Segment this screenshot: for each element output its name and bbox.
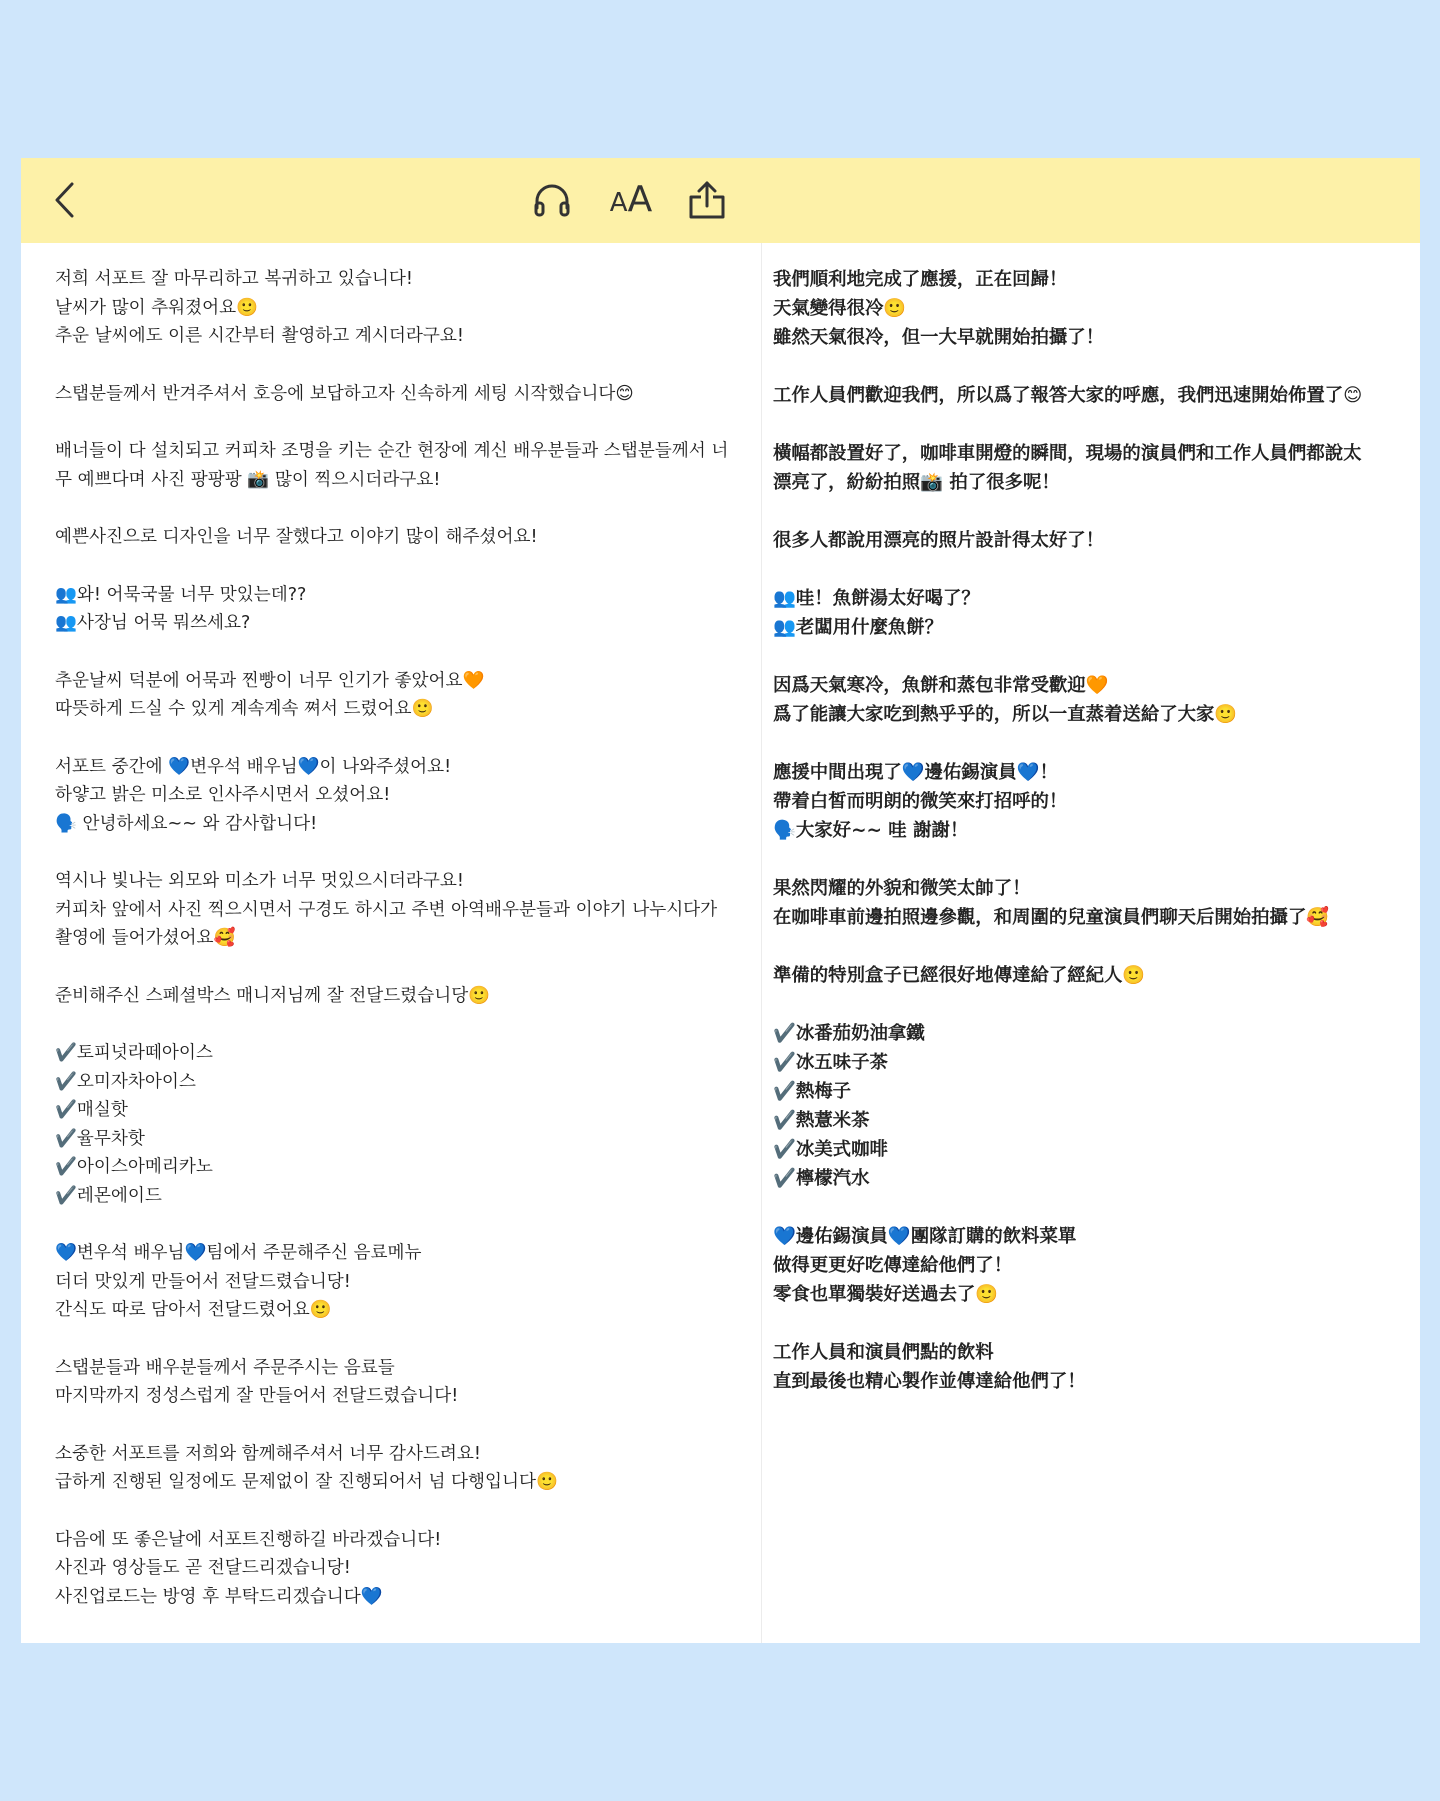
korean-text-column (55, 265, 745, 1640)
korean-text-line: 준비해주신 스페셜박스 매니저님께 잘 전달드렸습니당🙂 (55, 985, 491, 1006)
listen-button[interactable] (528, 178, 576, 222)
back-button[interactable] (43, 178, 87, 222)
korean-text-line: ✔️오미자차아이스 (55, 1071, 196, 1092)
korean-text-line: 커피차 앞에서 사진 찍으시면서 구경도 하시고 주변 아역배우분들과 이야기 나누시다가 (55, 899, 718, 920)
korean-text-line: 👥와! 어묵국물 너무 맛있는데?? (55, 584, 307, 605)
chinese-text-line: 直到最後也精心製作並傳達給他們了！ (773, 1371, 1086, 1392)
chinese-text-line: ✔️熱薏米茶 (773, 1110, 870, 1131)
chinese-text-line: 漂亮了，紛紛拍照📸 拍了很多呢！ (773, 472, 1060, 493)
chinese-text-line: ✔️冰番茄奶油拿鐵 (773, 1023, 925, 1044)
korean-paragraph (55, 380, 745, 409)
korean-text-line: 급하게 진행된 일정에도 문제없이 잘 진행되어서 넘 다행입니다🙂 (55, 1472, 558, 1492)
chinese-text-line: 很多人都說用漂亮的照片設計得太好了！ (773, 530, 1105, 551)
chinese-text-line: 橫幅都設置好了，咖啡車開燈的瞬間，現場的演員們和工作人員們都說太 (773, 443, 1362, 464)
korean-text-line: 예쁜사진으로 디자인을 너무 잘했다고 이야기 많이 해주셨어요! (55, 527, 538, 547)
korean-paragraph (55, 1039, 745, 1210)
chinese-text-line: 我們順利地完成了應援，正在回歸！ (773, 269, 1068, 290)
chinese-paragraph (773, 584, 1413, 642)
korean-text-line: 스탭분들과 배우분들께서 주문주시는 음료들 (55, 1357, 395, 1378)
korean-text-line: 소중한 서포트를 저희와 함께해주셔서 너무 감사드려요! (55, 1443, 481, 1464)
chinese-paragraph (773, 526, 1413, 555)
korean-text-line: 다음에 또 좋은날에 서포트진행하길 바라겠습니다! (55, 1529, 442, 1550)
chevron-left-icon (53, 181, 77, 219)
chinese-text-line: 天氣變得很冷🙂 (773, 298, 907, 319)
font-size-icon: AA (609, 179, 653, 220)
korean-text-line: 서포트 중간에 💙변우석 배우님💙이 나와주셨어요! (55, 756, 452, 777)
korean-paragraph (55, 265, 745, 351)
chinese-text-line: 爲了能讓大家吃到熱乎乎的，所以一直蒸着送給了大家🙂 (773, 704, 1238, 725)
font-size-button[interactable] (601, 176, 661, 224)
chinese-text-line: ✔️冰美式咖啡 (773, 1139, 888, 1160)
chinese-text-line: 果然閃耀的外貌和微笑太帥了！ (773, 878, 1031, 899)
chinese-text-line: 💙邊佑錫演員💙團隊訂購的飲料菜單 (773, 1226, 1077, 1247)
korean-text-line: 촬영에 들어가셨어요🥰 (55, 928, 236, 948)
korean-paragraph (55, 1440, 745, 1497)
korean-paragraph (55, 1239, 745, 1325)
chinese-text-line: 因爲天氣寒冷，魚餅和蒸包非常受歡迎🧡 (773, 675, 1109, 696)
korean-text-line: 더더 맛있게 만들어서 전달드렸습니당! (55, 1271, 351, 1292)
chinese-paragraph (773, 671, 1413, 729)
post-card (21, 158, 1420, 1643)
korean-text-line: 하얗고 밝은 미소로 인사주시면서 오셨어요! (55, 785, 391, 805)
korean-text-line: 간식도 따로 담아서 전달드렸어요🙂 (55, 1300, 332, 1320)
chinese-text-line: 零食也單獨裝好送過去了🙂 (773, 1284, 999, 1305)
korean-text-line: 따뜻하게 드실 수 있게 계속계속 쪄서 드렸어요🙂 (55, 699, 434, 719)
chinese-text-line: 👥哇！魚餅湯太好喝了？ (773, 588, 980, 609)
korean-text-line: ✔️율무차핫 (55, 1128, 145, 1149)
chinese-text-line: ✔️冰五味子茶 (773, 1052, 888, 1073)
chinese-text-line: 雖然天氣很冷，但一大早就開始拍攝了！ (773, 327, 1105, 348)
korean-paragraph (55, 581, 745, 638)
chinese-text-line: 應援中間出現了💙邊佑錫演員💙！ (773, 762, 1058, 783)
korean-text-line: 추운 날씨에도 이른 시간부터 촬영하고 계시더라구요! (55, 326, 464, 346)
korean-text-line: ✔️토피넛라떼아이스 (55, 1043, 213, 1063)
chinese-paragraph (773, 381, 1413, 410)
chinese-paragraph (773, 265, 1413, 352)
chinese-text-line: ✔️熱梅子 (773, 1081, 852, 1102)
korean-paragraph (55, 667, 745, 724)
korean-text-line: 저희 서포트 잘 마무리하고 복귀하고 있습니다! (55, 269, 413, 289)
share-button[interactable] (683, 176, 731, 224)
column-divider (761, 243, 762, 1643)
korean-text-line: 🗣️ 안녕하세요~~ 와 감사합니다! (55, 813, 318, 834)
chinese-paragraph (773, 758, 1413, 845)
chinese-text-column (773, 265, 1413, 1425)
chinese-text-line: 做得更更好吃傳達給他們了！ (773, 1255, 1013, 1276)
chinese-paragraph (773, 874, 1413, 932)
korean-text-line: ✔️매실핫 (55, 1100, 128, 1120)
korean-paragraph (55, 1354, 745, 1411)
korean-paragraph (55, 437, 745, 494)
korean-text-line: 사진업로드는 방영 후 부탁드리겠습니다💙 (55, 1586, 383, 1607)
korean-text-line: 배너들이 다 설치되고 커피차 조명을 키는 순간 현장에 계신 배우분들과 스탭분들께서 너 (55, 441, 729, 461)
headphones-icon (533, 182, 571, 218)
chinese-paragraph (773, 1222, 1413, 1309)
korean-paragraph (55, 982, 745, 1011)
korean-text-line: 무 예쁘다며 사진 팡팡팡 📸 많이 찍으시더라구요! (55, 469, 441, 490)
korean-paragraph (55, 753, 745, 839)
korean-text-line: 추운날씨 덕분에 어묵과 찐빵이 너무 인기가 좋았어요🧡 (55, 670, 485, 691)
chinese-text-line: 在咖啡車前邊拍照邊參觀，和周圍的兒童演員們聊天后開始拍攝了🥰 (773, 907, 1330, 928)
chinese-text-line: 工作人員和演員們點的飲料 (773, 1342, 994, 1363)
korean-text-line: 마지막까지 정성스럽게 잘 만들어서 전달드렸습니다! (55, 1386, 459, 1406)
chinese-text-line: ✔️檸檬汽水 (773, 1168, 870, 1189)
korean-paragraph (55, 1526, 745, 1612)
korean-paragraph (55, 867, 745, 953)
top-toolbar (21, 158, 1420, 243)
korean-text-line: ✔️아이스아메리카노 (55, 1157, 213, 1177)
chinese-text-line: 👥老闆用什麼魚餅？ (773, 617, 944, 638)
chinese-paragraph (773, 1338, 1413, 1396)
chinese-paragraph (773, 439, 1413, 497)
chinese-text-line: 工作人員們歡迎我們，所以爲了報答大家的呼應，我們迅速開始佈置了😊 (773, 385, 1363, 406)
korean-text-line: 💙변우석 배우님💙팀에서 주문해주신 음료메뉴 (55, 1243, 422, 1263)
korean-text-line: 날씨가 많이 추워졌어요🙂 (55, 297, 259, 318)
chinese-text-line: 帶着白皙而明朗的微笑來打招呼的！ (773, 791, 1068, 812)
share-icon (688, 180, 726, 220)
chinese-paragraph (773, 1019, 1413, 1193)
korean-text-line: 👥사장님 어묵 뭐쓰세요? (55, 613, 251, 633)
korean-text-line: 역시나 빛나는 외모와 미소가 너무 멋있으시더라구요! (55, 871, 464, 891)
chinese-text-line: 🗣️大家好~~ 哇 謝謝！ (773, 820, 969, 841)
chinese-paragraph (773, 961, 1413, 990)
korean-text-line: 사진과 영상들도 곧 전달드리겠습니당! (55, 1558, 351, 1578)
korean-text-line: ✔️레몬에이드 (55, 1185, 162, 1206)
chinese-text-line: 準備的特別盒子已經很好地傳達給了經紀人🙂 (773, 965, 1146, 986)
korean-text-line: 스탭분들께서 반겨주셔서 호응에 보답하고자 신속하게 세팅 시작했습니다😊 (55, 383, 634, 404)
korean-paragraph (55, 523, 745, 552)
